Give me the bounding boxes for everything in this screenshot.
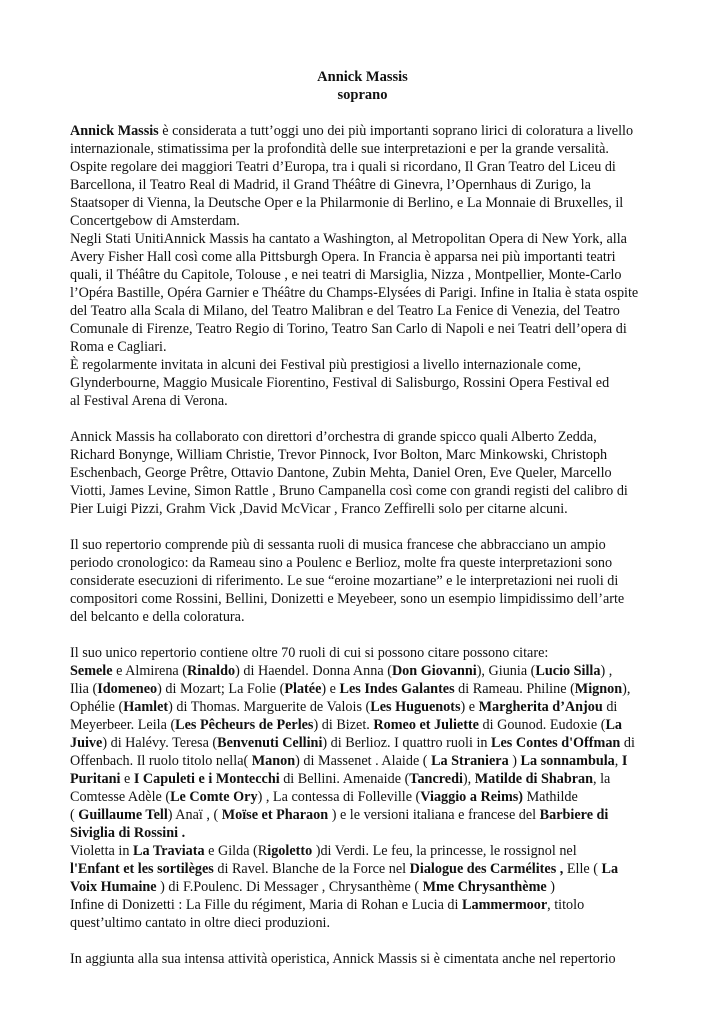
- text-line: [70, 482, 670, 500]
- text-line: [70, 338, 670, 356]
- bold-text-run: La sonnambula: [520, 753, 615, 769]
- text-run: Il suo repertorio comprende più di sessanta ruoli di musica francese che abbracciano un ampio: [70, 537, 606, 553]
- bold-text-run: Benvenuti Cellini: [217, 735, 323, 751]
- text-line: [70, 140, 670, 158]
- text-run: al Festival Arena di Verona.: [70, 393, 228, 409]
- text-run: di: [620, 735, 635, 751]
- text-line: [70, 914, 670, 932]
- text-run: , la: [593, 771, 611, 787]
- text-line: [70, 824, 670, 842]
- text-run: Ophélie (: [70, 699, 124, 715]
- text-line: [70, 896, 670, 914]
- text-line: [70, 536, 670, 554]
- bold-text-run: Moïse et Pharaon: [221, 807, 329, 823]
- text-run: Roma e Cagliari.: [70, 339, 167, 355]
- bold-text-run: l'Enfant et les sortilèges: [70, 861, 214, 877]
- text-line: [70, 680, 670, 698]
- bold-text-run: La: [605, 717, 622, 733]
- text-run: l’Opéra Bastille, Opéra Garnier e Théâtre du Champs-Elysées di Parigi. Infine in Italia è stata ospite: [70, 285, 639, 301]
- text-line: [70, 428, 670, 446]
- text-line: [70, 590, 670, 608]
- text-run: ) di Thomas. Marguerite de Valois (: [168, 699, 371, 715]
- bold-text-run: Le Comte Ory: [170, 789, 258, 805]
- text-run: Comtesse Adèle (: [70, 789, 171, 805]
- text-line: [70, 320, 670, 338]
- bold-text-run: Dialogue des Carmélites ,: [409, 861, 564, 877]
- text-line: [70, 608, 670, 626]
- text-run: e Almirena (: [112, 663, 188, 679]
- text-run: Il suo unico repertorio contiene oltre 70 ruoli di cui si possono citare possono citare:: [70, 645, 549, 661]
- text-run: ) ,: [600, 663, 613, 679]
- bold-text-run: Margherita d’Anjou: [478, 699, 603, 715]
- biography-paragraph: [70, 122, 670, 356]
- text-run: ): [508, 753, 521, 769]
- text-line: [70, 500, 670, 518]
- conductors-paragraph: [70, 428, 670, 518]
- bold-text-run: Rinaldo: [187, 663, 236, 679]
- text-line: [70, 878, 670, 896]
- text-run: Richard Bonynge, William Christie, Trevor Pinnock, Ivor Bolton, Marc Minkowski, Christoph: [70, 447, 608, 463]
- text-run: del belcanto e della coloratura.: [70, 609, 245, 625]
- text-line: [70, 464, 670, 482]
- text-line: [70, 266, 670, 284]
- text-run: , titolo: [547, 897, 585, 913]
- bold-text-run: Siviglia di Rossini .: [70, 825, 186, 841]
- text-run: ,: [614, 753, 622, 769]
- document-subtitle: soprano: [337, 87, 388, 103]
- bold-text-run: Tancredi: [409, 771, 463, 787]
- bold-text-run: igoletto: [267, 843, 313, 859]
- text-run: Offenbach. Il ruolo titolo nella(: [70, 753, 252, 769]
- text-run: del Teatro alla Scala di Milano, del Teatro Malibran e del Teatro La Fenice di Venezia, del Teatro: [70, 303, 620, 319]
- text-run: Infine di Donizetti : La Fille du régiment, Maria di Rohan e Lucia di: [70, 897, 463, 913]
- bold-text-run: Les Indes Galantes: [339, 681, 455, 697]
- text-run: quali, il Théâtre du Capitole, Tolouse , e nei teatri di Marsiglia, Nizza , Montpellier, Monte-Carlo: [70, 267, 622, 283]
- text-run: e: [120, 771, 134, 787]
- text-run: ) e: [460, 699, 479, 715]
- text-run: ) di F.Poulenc. Di Messager , Chrysanthème (: [156, 879, 423, 895]
- text-run: e Gilda (R: [204, 843, 268, 859]
- bold-text-run: Idomeneo: [97, 681, 158, 697]
- document-title: Annick Massis: [317, 69, 408, 85]
- text-line: [70, 806, 670, 824]
- bold-text-run: Don Giovanni: [391, 663, 477, 679]
- text-line: [70, 230, 670, 248]
- text-run: ) e: [321, 681, 340, 697]
- text-line: [70, 752, 670, 770]
- bold-text-run: Annick Massis: [70, 123, 159, 139]
- bold-text-run: I: [621, 753, 628, 769]
- festivals-paragraph: [70, 356, 670, 410]
- text-run: compositori come Rossini, Bellini, Donizetti e Meyebeer, sono un esempio limpidissimo dell’arte: [70, 591, 625, 607]
- text-line: [70, 554, 670, 572]
- text-run: Pier Luigi Pizzi, Grahm Vick ,David McVicar , Franco Zeffirelli solo per citarne alcuni.: [70, 501, 568, 517]
- text-run: Viotti, James Levine, Simon Rattle , Bruno Campanella così come con grandi registi del calibro di: [70, 483, 628, 499]
- text-run: Ilia (: [70, 681, 98, 697]
- bold-text-run: Manon: [251, 753, 296, 769]
- text-run: è considerata a tutt’oggi uno dei più importanti soprano lirici di coloratura a livello: [158, 123, 634, 139]
- text-run: periodo cronologico: da Rameau sino a Poulenc e Berlioz, molte fra queste interpretazioni sono: [70, 555, 613, 571]
- text-run: di Ravel. Blanche de la Force nel: [213, 861, 410, 877]
- bold-text-run: Romeo et Juliette: [373, 717, 479, 733]
- text-run: ) , La contessa di Folleville (: [257, 789, 421, 805]
- text-line: [70, 788, 670, 806]
- text-run: Avery Fisher Hall così come alla Pittsburgh Opera. In Francia è apparsa nei più importanti teatri: [70, 249, 616, 265]
- text-line: [70, 356, 670, 374]
- bold-text-run: La Traviata: [132, 843, 205, 859]
- text-run: di Rameau. Philine (: [454, 681, 575, 697]
- text-line: [70, 374, 670, 392]
- bold-text-run: Voix Humaine: [70, 879, 157, 895]
- text-run: (: [70, 807, 79, 823]
- text-line: [70, 644, 670, 662]
- bold-text-run: Mignon: [574, 681, 623, 697]
- text-run: Meyerbeer. Leila (: [70, 717, 176, 733]
- text-run: considerate esecuzioni di riferimento. Le sue “eroine mozartiane” e le interpretazioni nei ruoli di: [70, 573, 619, 589]
- text-run: Mathilde: [523, 789, 578, 805]
- bold-text-run: Platée: [284, 681, 322, 697]
- text-run: Ospite regolare dei maggiori Teatri d’Europa, tra i quali si ricordano, Il Gran Teatro del Liceu di: [70, 159, 616, 175]
- bold-text-run: I Capuleti e i Montecchi: [133, 771, 280, 787]
- text-run: È regolarmente invitata in alcuni dei Festival più prestigiosi a livello internazionale come,: [70, 357, 581, 373]
- bold-text-run: Puritani: [70, 771, 121, 787]
- text-line: [70, 194, 670, 212]
- bold-text-run: La Straniera: [431, 753, 509, 769]
- text-line: [70, 860, 670, 878]
- text-run: ) e le versioni italiana e francese del: [328, 807, 540, 823]
- text-run: ) di Haendel. Donna Anna (: [235, 663, 392, 679]
- text-run: ), Giunia (: [476, 663, 536, 679]
- closing-paragraph: [70, 950, 670, 968]
- bold-text-run: Les Huguenots: [370, 699, 461, 715]
- text-line: [70, 212, 670, 230]
- text-run: Staatsoper di Vienna, la Deutsche Oper e la Philarmonie di Berlino, e La Monnaie di Bruxelles, il: [70, 195, 624, 211]
- text-line: [70, 392, 670, 410]
- text-run: Elle (: [563, 861, 602, 877]
- text-run: Annick Massis ha collaborato con direttori d’orchestra di grande spicco quali Alberto Zedda,: [70, 429, 597, 445]
- bold-text-run: Barbiere di: [539, 807, 609, 823]
- text-run: ),: [462, 771, 475, 787]
- text-line: [70, 698, 670, 716]
- text-run: Comunale di Firenze, Teatro Regio di Torino, Teatro San Carlo di Napoli e nei Teatri dell’opera di: [70, 321, 627, 337]
- text-run: )di Verdi. Le feu, la princesse, le rossignol nel: [312, 843, 577, 859]
- text-run: ): [546, 879, 556, 895]
- bold-text-run: Hamlet: [123, 699, 169, 715]
- text-line: [70, 158, 670, 176]
- text-run: ) di Bizet.: [313, 717, 374, 733]
- text-line: [70, 176, 670, 194]
- text-run: quest’ultimo cantato in oltre dieci produzioni.: [70, 915, 331, 931]
- text-run: Concertgebow di Amsterdam.: [70, 213, 240, 229]
- bold-text-run: Semele: [70, 663, 113, 679]
- text-line: [70, 284, 670, 302]
- text-run: ) Anaï , (: [167, 807, 222, 823]
- text-line: [70, 302, 670, 320]
- text-run: In aggiunta alla sua intensa attività operistica, Annick Massis si è cimentata anche nel repertorio: [70, 951, 616, 967]
- text-run: Negli Stati UnitiAnnick Massis ha cantato a Washington, al Metropolitan Opera di New York, alla: [70, 231, 627, 247]
- text-run: ) di Massenet . Alaide (: [295, 753, 432, 769]
- bold-text-run: La: [601, 861, 619, 877]
- bold-text-run: Matilde di Shabran: [474, 771, 594, 787]
- bold-text-run: Guillaume Tell: [78, 807, 168, 823]
- text-run: ),: [622, 681, 631, 697]
- text-run: internazionale, stimatissima per la profondità delle sue interpretazioni e per la grande versalità.: [70, 141, 609, 157]
- roles-paragraph: [70, 644, 670, 932]
- bold-text-run: Viaggio a Reims): [420, 789, 524, 805]
- text-run: Violetta in: [70, 843, 133, 859]
- text-run: ) di Berlioz. I quattro ruoli in: [322, 735, 492, 751]
- text-run: ) di Halévy. Teresa (: [102, 735, 218, 751]
- bold-text-run: Les Pêcheurs de Perles: [175, 717, 314, 733]
- text-run: di Bellini. Amenaide (: [279, 771, 410, 787]
- text-line: [70, 950, 670, 968]
- text-line: [70, 572, 670, 590]
- text-line: [70, 248, 670, 266]
- text-line: [70, 662, 670, 680]
- bold-text-run: Mme Chrysanthème: [422, 879, 547, 895]
- bold-text-run: Lucio Silla: [535, 663, 601, 679]
- text-run: ) di Mozart; La Folie (: [157, 681, 285, 697]
- bold-text-run: Juive: [70, 735, 103, 751]
- text-line: [70, 770, 670, 788]
- repertoire-paragraph: [70, 536, 670, 626]
- text-run: Barcellona, il Teatro Real di Madrid, il Grand Théâtre di Ginevra, l’Opernhaus di Zurigo, la: [70, 177, 591, 193]
- text-run: di Gounod. Eudoxie (: [478, 717, 606, 733]
- text-line: [70, 122, 670, 140]
- text-line: [70, 716, 670, 734]
- text-run: Eschenbach, George Prêtre, Ottavio Dantone, Zubin Mehta, Daniel Oren, Eve Queler, Marcello: [70, 465, 612, 481]
- text-line: [70, 734, 670, 752]
- text-line: [70, 446, 670, 464]
- text-run: di: [602, 699, 618, 715]
- bold-text-run: Les Contes d'Offman: [491, 735, 621, 751]
- text-line: [70, 842, 670, 860]
- text-run: Glynderbourne, Maggio Musicale Fiorentino, Festival di Salisburgo, Rossini Opera Festival ed: [70, 375, 610, 391]
- bold-text-run: Lammermoor: [462, 897, 548, 913]
